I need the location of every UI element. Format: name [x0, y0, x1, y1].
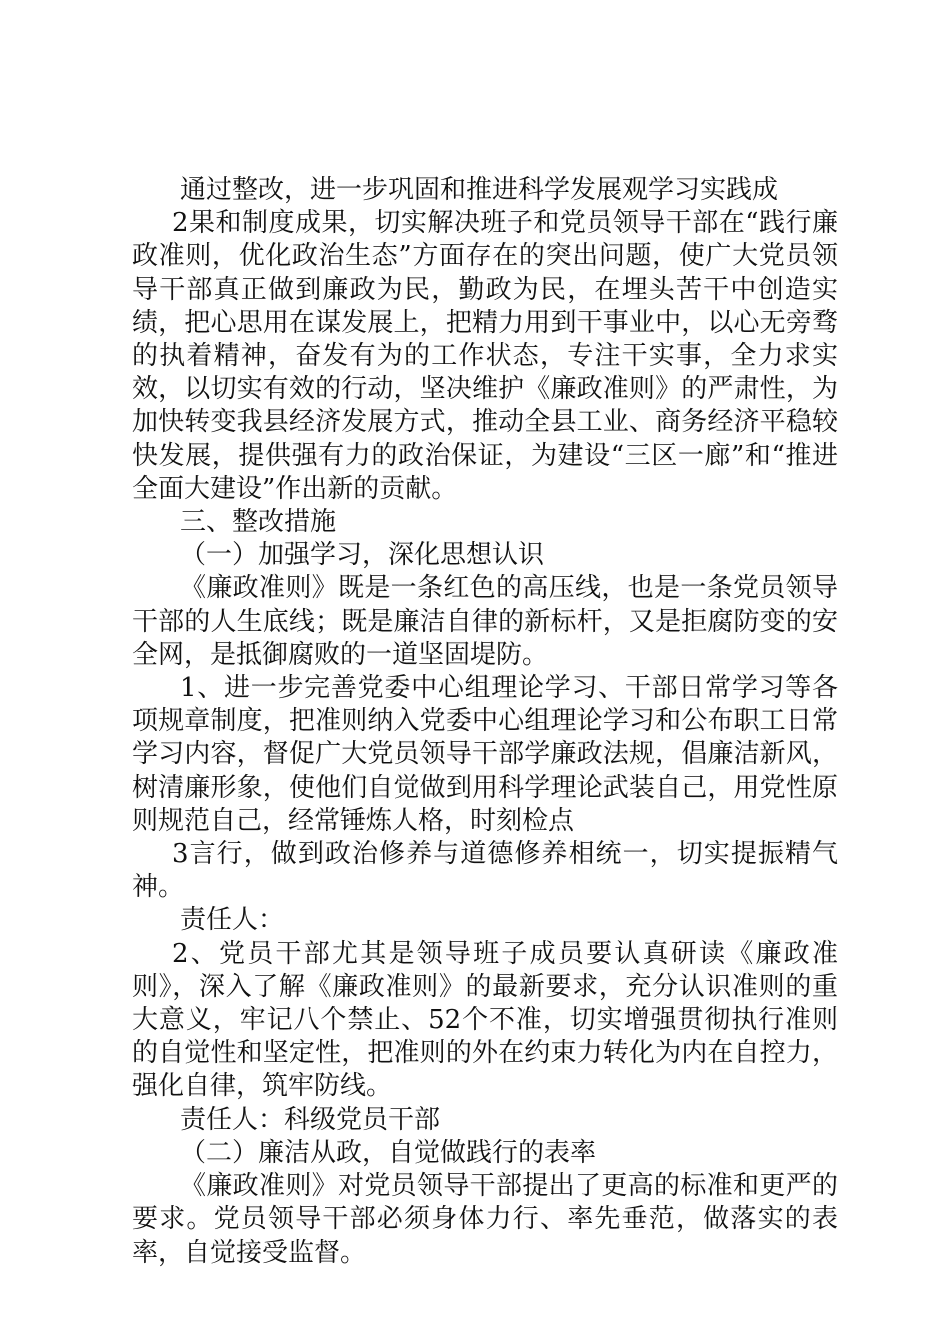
paragraph-2: 2果和制度成果，切实解决班子和党员领导干部在“践行廉政准则，优化政治生态”方面存在的突出问题，使广大党员领导干部真正做到廉政为民，勤政为民，在埋头苦干中创造实绩，把心思用在谋发展上，把精力用到干事业中，以心无旁骛的执着精神，奋发有为的工作状态，专注干实事，全力求实效，以切实有效的行动，坚决维护《廉政准则》的严肃性，为加快转变我县经济发展方式，推动全县工业、商务经济平稳较快发展，提供强有力的政治保证，为建设“三区一廊”和“推进全面大建设”作出新的贡献。 [132, 208, 838, 504]
document-body [132, 174, 838, 1270]
paragraph-5: 3言行，做到政治修养与道德修养相统一，切实提振精气神。 [132, 839, 838, 903]
paragraph-7: 《廉政准则》对党员领导干部提出了更高的标准和更严的要求。党员领导干部必须身体力行、率先垂范，做落实的表率，自觉接受监督。 [132, 1171, 838, 1268]
subsection-heading-2: （二）廉洁从政，自觉做践行的表率 [180, 1137, 597, 1168]
paragraph-4: 1、进一步完善党委中心组理论学习、干部日常学习等各项规章制度，把准则纳入党委中心组理论学习和公布职工日常学习内容，督促广大党员领导干部学廉政法规，倡廉洁新风，树清廉形象，使他们自觉做到用科学理论武装自己，用党性原则规范自己，经常锤炼人格，时刻检点 [132, 673, 838, 836]
subsection-heading-1: （一）加强学习，深化思想认识 [180, 540, 545, 571]
responsible-person-2: 责任人：科级党员干部 [180, 1104, 441, 1135]
paragraph-6: 2、党员干部尤其是领导班子成员要认真研读《廉政准则》，深入了解《廉政准则》的最新要求，充分认识准则的重大意义，牢记八个禁止、52个不准，切实增强贯彻执行准则的自觉性和坚定性，把准则的外在约束力转化为内在自控力，强化自律，筑牢防线。 [132, 938, 838, 1102]
paragraph-3: 《廉政准则》既是一条红色的高压线，也是一条党员领导干部的人生底线；既是廉洁自律的新标杆，又是拒腐防变的安全网，是抵御腐败的一道坚固堤防。 [132, 573, 838, 670]
responsible-person-1: 责任人： [180, 905, 285, 936]
section-heading-3: 三、整改措施 [180, 507, 337, 538]
paragraph-1: 通过整改，进一步巩固和推进科学发展观学习实践成 [180, 175, 779, 205]
